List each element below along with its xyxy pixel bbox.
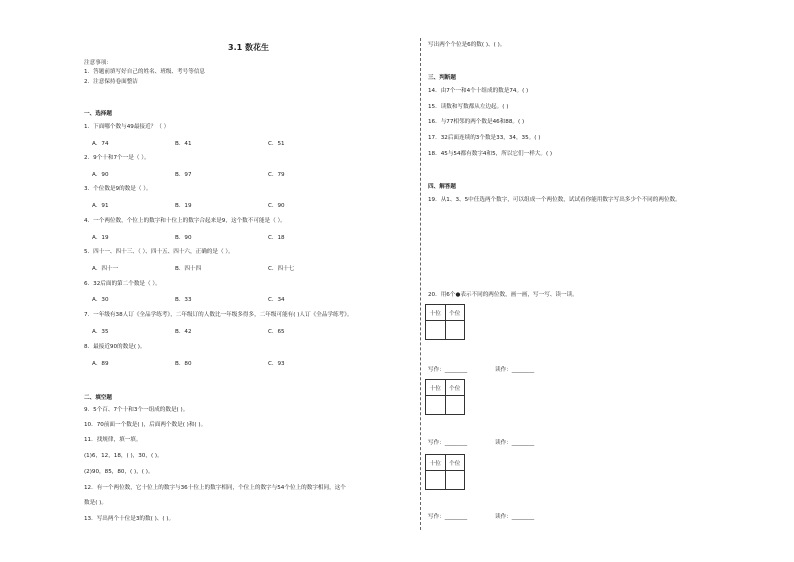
tens-label: 十位	[426, 380, 446, 396]
column-divider	[420, 38, 421, 530]
question: 7．一年级有38人订《全品学练考》，二年级订的人数比一年级多得多，二年级可能有( )人订《全品学练考》。	[84, 312, 353, 318]
option-a: A．35	[92, 329, 109, 335]
option-a: A．19	[92, 235, 109, 241]
note-item: 2．注意保持卷面整洁	[84, 79, 138, 85]
answer-question: 19．从1、3、5中任选两个数字，可以组成一个两位数，试试看你能用数字写出多少个不同的两位数。	[428, 197, 681, 203]
write-blank[interactable]: 写作：________	[428, 514, 468, 520]
question: 5．四十一、四十三、（ ）、四十五、四十六，正确的是（ ）。	[84, 249, 234, 255]
read-blank[interactable]: 读作：________	[495, 440, 535, 446]
fill-question: 10．70前面一个数是( )，后面两个数是( )和( )。	[84, 422, 207, 428]
judge-question: 16．与77相邻的两个数是46和88。( )	[428, 119, 525, 125]
fill-question: 12．有一个两位数，它十位上的数字与36十位上的数字相同，个位上的数字与54个位上的数字相同，这个	[84, 485, 346, 491]
option-a: A．四十一	[92, 266, 119, 272]
section-answer: 四、解答题	[428, 184, 456, 190]
judge-question: 18．45与54都有数字4和5，所以它们一样大。( )	[428, 151, 553, 157]
note-item: 1．答题前填写好自己的姓名、班级、考号等信息	[84, 69, 206, 75]
ones-cell[interactable]	[445, 321, 465, 340]
write-blank[interactable]: 写作：________	[428, 440, 468, 446]
tens-label: 十位	[426, 305, 446, 321]
option-a: A．89	[92, 361, 109, 367]
question: 1．下面哪个数与49最接近？（ ）	[84, 124, 170, 130]
option-a: A．90	[92, 172, 109, 178]
read-blank[interactable]: 读作：________	[495, 367, 535, 373]
option-c: C．65	[268, 329, 285, 335]
place-value-grid	[425, 379, 465, 415]
option-b: B．42	[175, 329, 192, 335]
option-c: C．90	[268, 203, 285, 209]
option-c: C．51	[268, 141, 285, 147]
tens-cell[interactable]	[426, 471, 446, 490]
read-blank[interactable]: 读作：________	[495, 514, 535, 520]
place-value-grid	[425, 454, 465, 490]
question: 6．32后面的第二个数是（ ）。	[84, 281, 161, 287]
option-c: C．79	[268, 172, 285, 178]
option-c: C．93	[268, 361, 285, 367]
tens-label: 十位	[426, 455, 446, 471]
option-b: B．80	[175, 361, 192, 367]
notes-header: 注意事项：	[84, 60, 112, 66]
ones-cell[interactable]	[445, 471, 465, 490]
section-choice: 一、选择题	[84, 111, 112, 117]
option-b: B．33	[175, 297, 192, 303]
tens-cell[interactable]	[426, 321, 446, 340]
section-fill: 二、填空题	[84, 395, 112, 401]
option-b: B．97	[175, 172, 192, 178]
place-value-grid	[425, 304, 465, 340]
option-c: C．四十七	[268, 266, 295, 272]
judge-question: 17．32后面连续的3个数是33，34，35。( )	[428, 135, 541, 141]
fill-question: 9．5个百、7个十和3个一组成的数是( )。	[84, 407, 189, 413]
ones-cell[interactable]	[445, 396, 465, 415]
fill-question: 11．找规律，填一填。	[84, 437, 142, 443]
page-title: 3.1 数花生	[228, 43, 269, 52]
fill-question: 数是( )。	[84, 500, 107, 506]
question: 4．一个两位数，个位上的数字和十位上的数字合起来是9，这个数不可能是（ ）。	[84, 218, 286, 224]
fill-question: (2)90，85，80，( )，( )。	[84, 469, 154, 475]
judge-question: 15．读数和写数都从左边起。( )	[428, 104, 509, 110]
ones-label: 个位	[445, 305, 465, 321]
fill-question: 写出两个个位是6的数( )、( )。	[428, 42, 506, 48]
ones-label: 个位	[445, 455, 465, 471]
option-a: A．30	[92, 297, 109, 303]
question: 3．个位数是9的数是（ ）。	[84, 186, 152, 192]
answer-question: 20．用6个●表示不同的两位数，画一画，写一写、读一读。	[428, 292, 578, 298]
section-judge: 三、判断题	[428, 75, 456, 81]
question: 2．9个十和7个一是（ ）。	[84, 155, 150, 161]
option-a: A．91	[92, 203, 109, 209]
fill-question: 13．写出两个十位是3的数( )、( )。	[84, 516, 175, 522]
option-c: C．18	[268, 235, 285, 241]
tens-cell[interactable]	[426, 396, 446, 415]
fill-question: (1)6，12，18，( )，30，( )。	[84, 453, 163, 459]
write-blank[interactable]: 写作：________	[428, 367, 468, 373]
question: 8．最接近90的数是( )。	[84, 344, 146, 350]
option-b: B．41	[175, 141, 192, 147]
option-c: C．34	[268, 297, 285, 303]
judge-question: 14．由7个一和4个十组成的数是74。( )	[428, 88, 529, 94]
option-b: B．90	[175, 235, 192, 241]
ones-label: 个位	[445, 380, 465, 396]
option-a: A．74	[92, 141, 109, 147]
option-b: B．19	[175, 203, 192, 209]
option-b: B．四十四	[175, 266, 202, 272]
